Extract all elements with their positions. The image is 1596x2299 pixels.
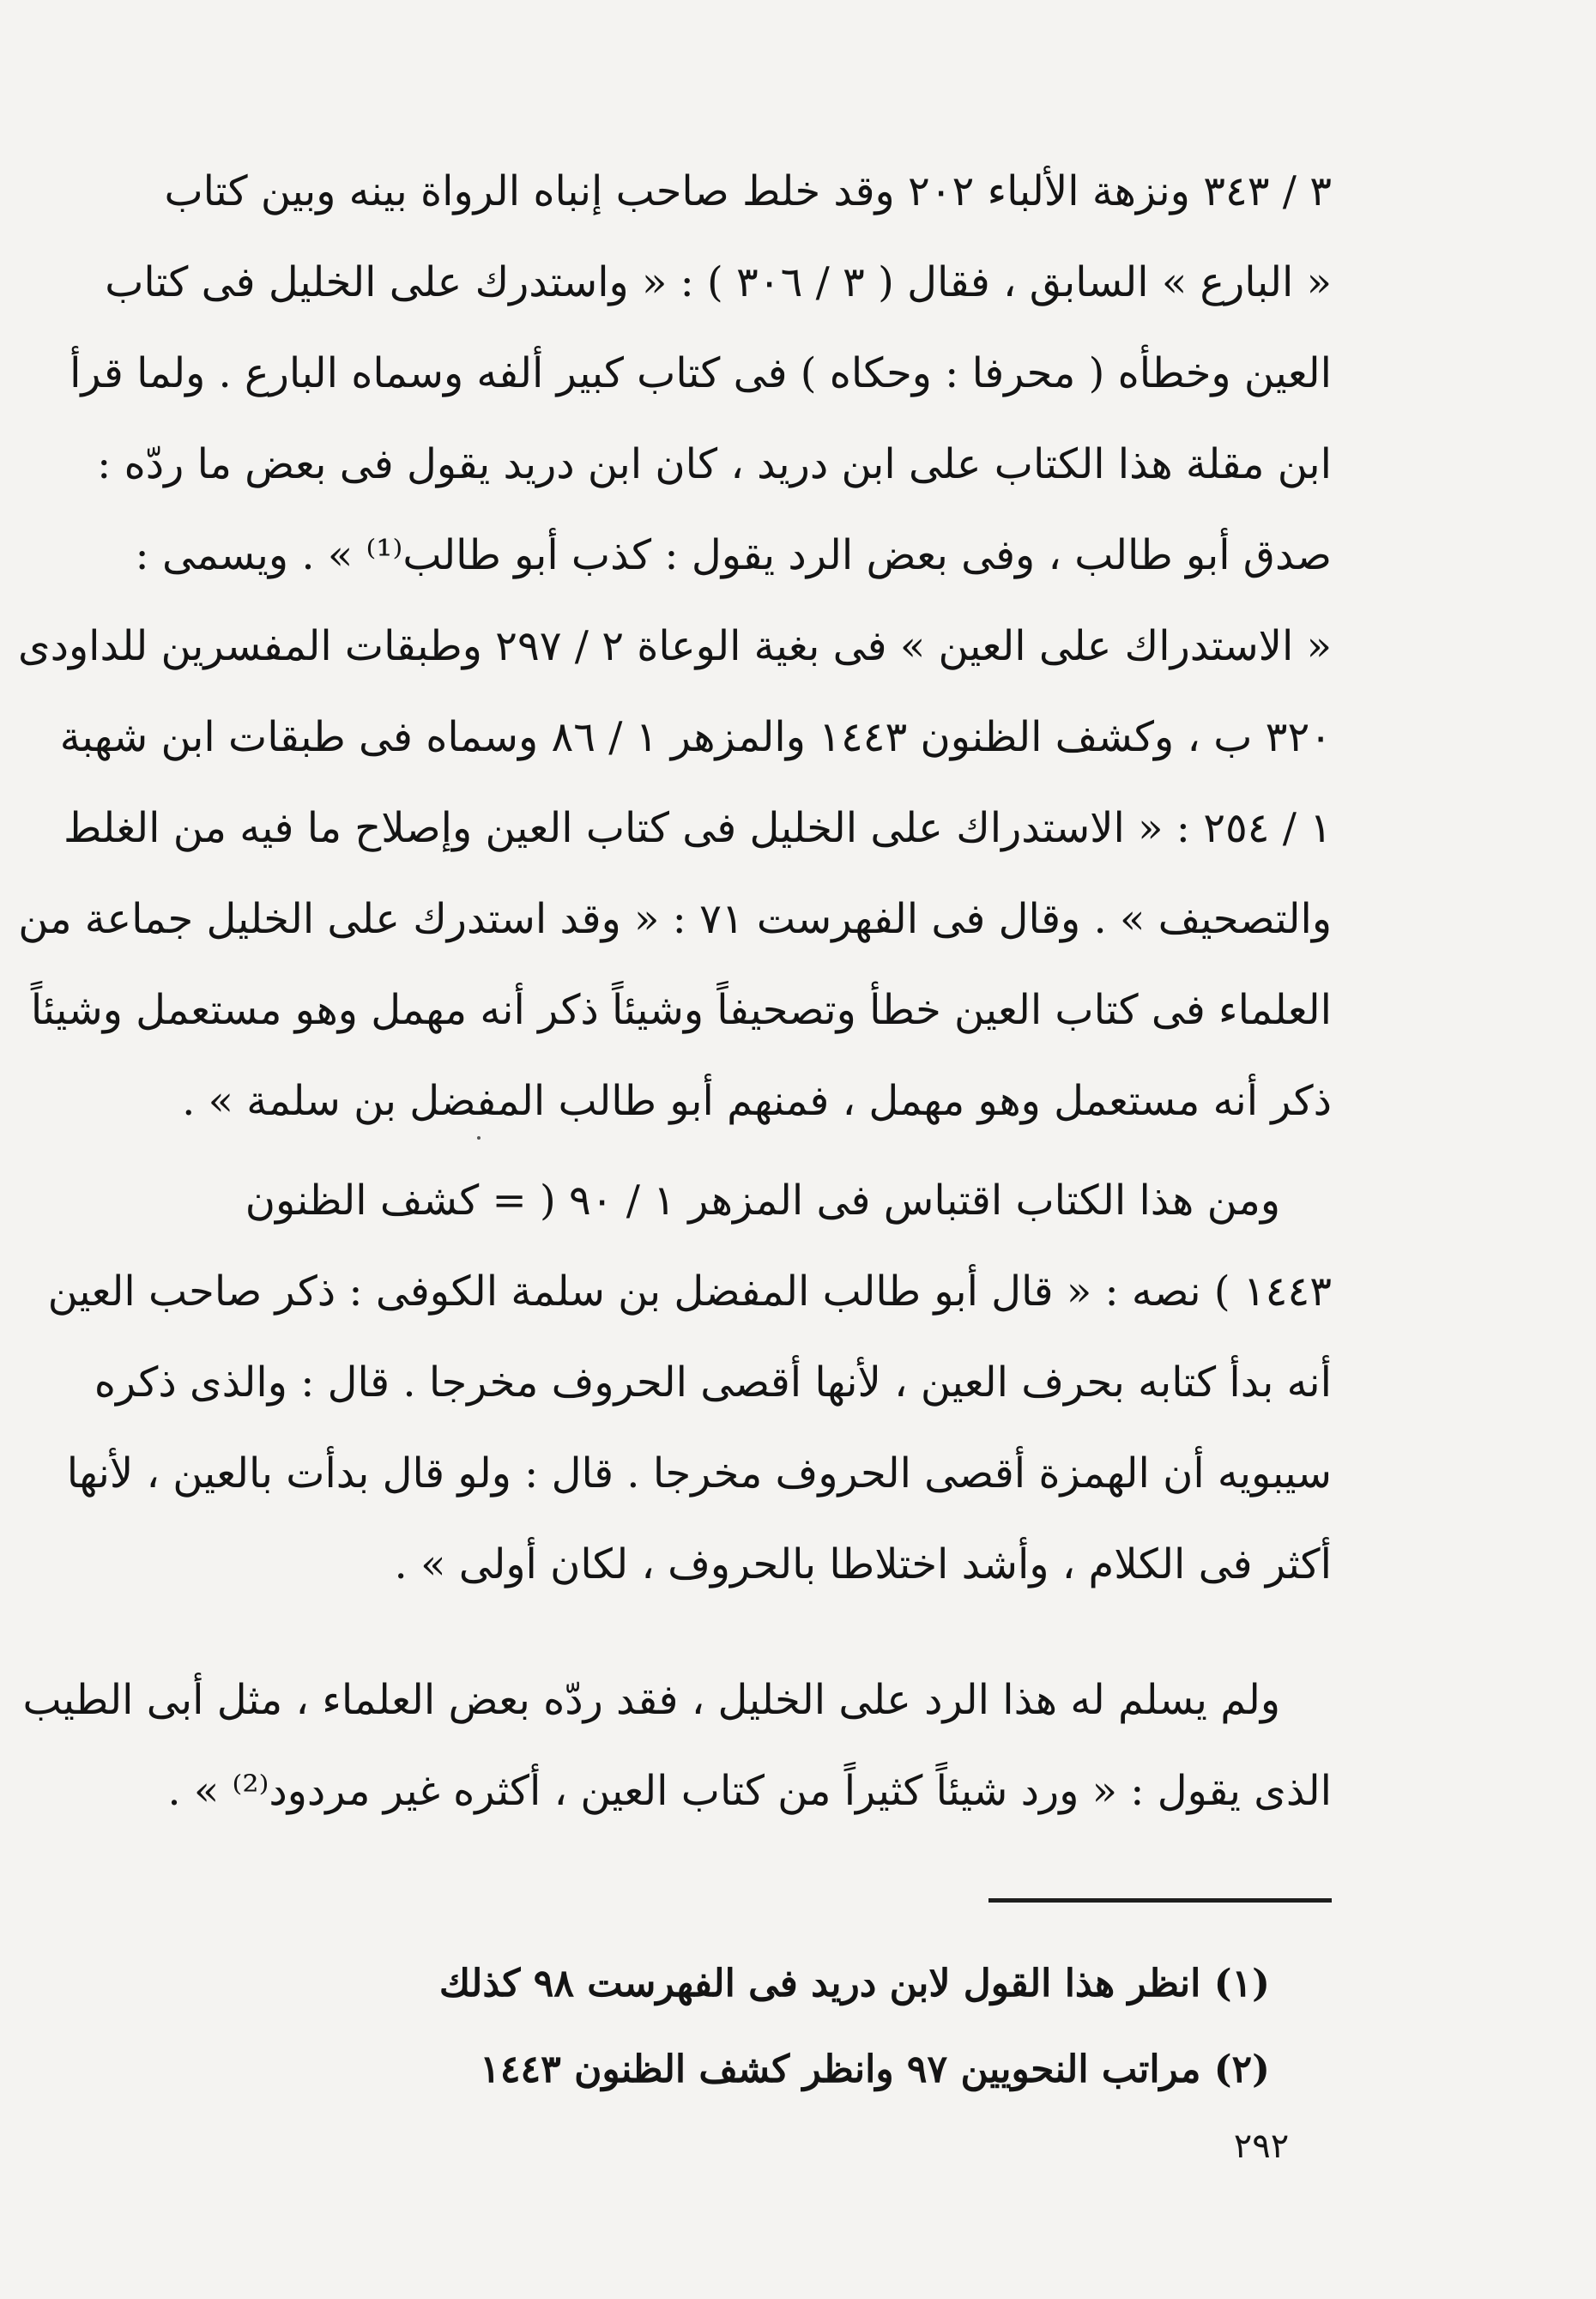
text-line: العين وخطأه ( محرفا : وحكاه ) فى كتاب كبير ألفه وسماه البارع . ولما قرأ — [70, 349, 1332, 397]
text-line: صدق أبو طالب ، وفى بعض الرد يقول : كذب أبو طالب⁽¹⁾ » . ويسمى : — [135, 531, 1332, 579]
footnote-separator — [988, 1898, 1332, 1903]
text-line: ولم يسلم له هذا الرد على الخليل ، فقد ردّه بعض العلماء ، مثل أبى الطيب — [22, 1676, 1280, 1724]
print-speck — [477, 1136, 481, 1140]
paragraph-3 — [22, 1655, 1332, 1836]
footnote-2: (٢) مراتب النحويين ٩٧ وانظر كشف الظنون ١٤٤٣ — [480, 2048, 1270, 2091]
text-line: ١ / ٢٥٤ : « الاستدراك على الخليل فى كتاب العين وإصلاح ما فيه من الغلط — [63, 804, 1332, 852]
footnotes — [438, 1941, 1270, 2113]
text-line: أنه بدأ كتابه بحرف العين ، لأنها أقصى الحروف مخرجا . قال : والذى ذكره — [94, 1358, 1332, 1407]
footnote-1: (١) انظر هذا القول لابن دريد فى الفهرست ٩٨ كذلك — [438, 1962, 1270, 2006]
text-line: ابن مقلة هذا الكتاب على ابن دريد ، كان ابن دريد يقول فى بعض ما ردّه : — [97, 440, 1332, 488]
page-number: ٢٩٢ — [1233, 2127, 1290, 2166]
paragraph-2 — [47, 1155, 1332, 1610]
paragraph-1 — [18, 146, 1332, 1146]
text-line: العلماء فى كتاب العين خطأ وتصحيفاً وشيئاً ذكر أنه مهمل وهو مستعمل وشيئاً — [30, 986, 1332, 1034]
text-line: سيبويه أن الهمزة أقصى الحروف مخرجا . قال : ولو قال بدأت بالعين ، لأنها — [66, 1449, 1332, 1497]
text-line: ١٤٤٣ ) نصه : « قال أبو طالب المفضل بن سلمة الكوفى : ذكر صاحب العين — [47, 1267, 1332, 1316]
text-line: « البارع » السابق ، فقال ( ٣ / ٣٠٦ ) : « واستدرك على الخليل فى كتاب — [105, 258, 1332, 306]
text-line: ٣٢٠ ب ، وكشف الظنون ١٤٤٣ والمزهر ١ / ٨٦ وسماه فى طبقات ابن شهبة — [59, 713, 1332, 761]
text-line: أكثر فى الكلام ، وأشد اختلاطا بالحروف ، لكان أولى » . — [394, 1540, 1332, 1588]
text-line: ٣ / ٣٤٣ ونزهة الألباء ٢٠٢ وقد خلط صاحب إنباه الرواة بينه وبين كتاب — [164, 167, 1332, 215]
text-line: « الاستدراك على العين » فى بغية الوعاة ٢ / ٢٩٧ وطبقات المفسرين للداودى — [18, 622, 1332, 670]
text-line: ذكر أنه مستعمل وهو مهمل ، فمنهم أبو طالب المفضل بن سلمة » . — [182, 1077, 1332, 1125]
text-line: الذى يقول : « ورد شيئاً كثيراً من كتاب العين ، أكثره غير مردود⁽²⁾ » . — [167, 1767, 1332, 1815]
text-line: والتصحيف » . وقال فى الفهرست ٧١ : « وقد استدرك على الخليل جماعة من — [18, 895, 1332, 943]
text-line: ومن هذا الكتاب اقتباس فى المزهر ١ / ٩٠ ( = كشف الظنون — [245, 1177, 1280, 1225]
